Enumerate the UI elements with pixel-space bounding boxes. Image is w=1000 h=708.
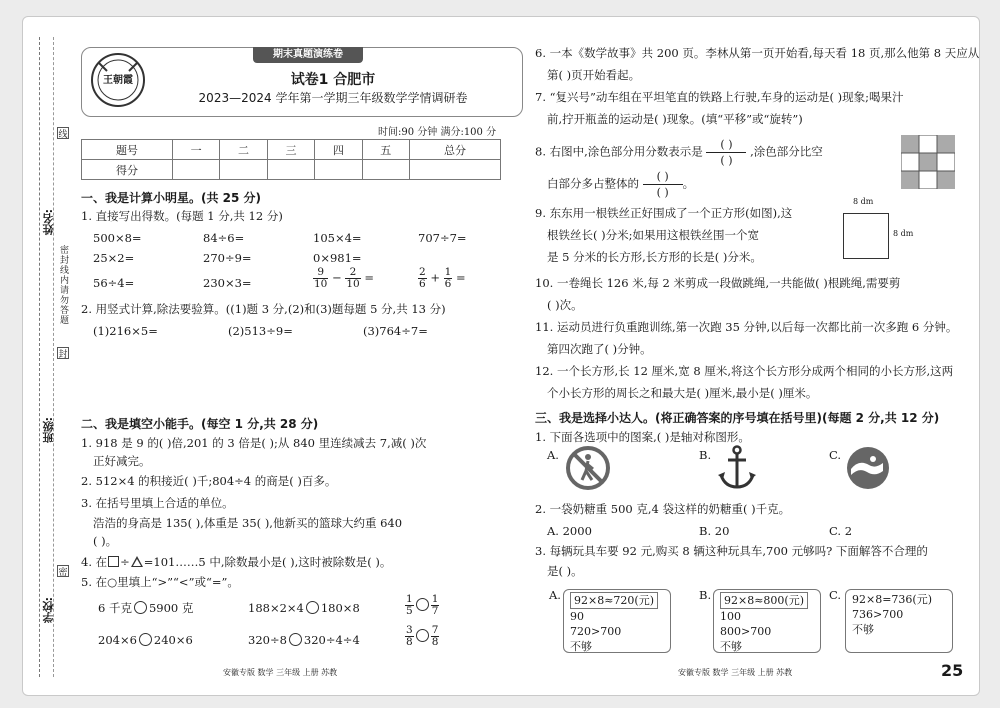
s3-q3-opt-b-box[interactable]: 92×8≈800(元) 100 800>700 不够 — [713, 589, 821, 653]
s1-q1-stem: 1. 直接写出得数。(每题 1 分,共 12 分) — [81, 209, 283, 223]
s2-q5-item: 6 千克 5900 克 — [98, 601, 194, 615]
no-walking-sign-icon — [565, 445, 611, 495]
s1-q1-item: 500×8= — [93, 231, 142, 245]
answer-fraction-blank[interactable]: ( ) ( ) — [643, 170, 683, 199]
s1-q2-item: (2)513÷9= — [228, 324, 293, 338]
seal-line: 线 — [57, 127, 69, 139]
logo-emblem — [89, 51, 147, 109]
score-cell: 四 — [315, 140, 362, 160]
s3-q2: 2. 一袋奶糖重 500 克,4 袋这样的奶糖重( )千克。 — [535, 502, 791, 516]
s3-q3-line1: 3. 每辆玩具车要 92 元,购买 8 辆这种玩具车,700 元够吗? 下面解答不合理的 — [535, 544, 928, 558]
s1-q1-fraction-a: $\frac{9}{10}$ − $\frac{2}{10}$ = — [314, 266, 374, 290]
s2-q1: 1. 918 是 9 的( )倍,201 的 3 倍是( );从 840 里连续减去 7,减( )次 — [81, 436, 427, 450]
s3-q3-opt-b-label[interactable]: B. — [699, 588, 712, 602]
q8-line1: 8. 右图中,涂色部分用分数表示是 ( ) ( ) ,涂色部分比空 — [535, 138, 823, 167]
compare-circle[interactable] — [134, 601, 147, 614]
s3-q2-opt-b[interactable]: B. 20 — [699, 524, 730, 538]
s1-q1-item: 56÷4= — [93, 276, 135, 290]
s2-q5: 5. 在○里填上“>”“<”或“=”。 — [81, 575, 239, 589]
s2-q5-item: 320÷8 320÷4÷4 — [248, 633, 360, 647]
exam-subtitle: 2023—2024 学年第一学期三年级数学学情调研卷 — [198, 91, 468, 105]
s1-q1-item: 84÷6= — [203, 231, 245, 245]
binding-dashed-line — [39, 37, 40, 677]
score-cell: 五 — [362, 140, 409, 160]
s3-q3-opt-c-label[interactable]: C. — [829, 588, 842, 602]
score-input-cell[interactable] — [220, 160, 267, 180]
s3-q1-opt-a[interactable]: A. — [547, 448, 559, 462]
score-table — [81, 139, 501, 180]
s2-q5-fraction-item: $\frac{3}{8}$ $\frac{7}{8}$ — [406, 624, 439, 648]
compare-circle[interactable] — [416, 598, 429, 611]
score-input-cell[interactable] — [410, 160, 501, 180]
section-2-title: 二、我是填空小能手。(每空 1 分,共 28 分) — [81, 417, 319, 431]
s2-q5-item: 188×2×4 180×8 — [248, 601, 360, 615]
s3-q2-opt-c[interactable]: C. 2 — [829, 524, 853, 538]
q10-line1: 10. 一卷绳长 126 米,每 2 米剪成一段做跳绳,一共能做( )根跳绳,需要剪 — [535, 276, 901, 290]
s1-q2-item: (1)216×5= — [93, 324, 158, 338]
triangle-symbol — [131, 556, 143, 567]
compare-circle[interactable] — [416, 629, 429, 642]
seal-seal: 封 — [57, 347, 69, 359]
anchor-icon — [717, 445, 757, 495]
s1-q1-item: 0×981= — [313, 251, 362, 265]
q6-line1: 6. 一本《数学故事》共 200 页。李林从第一页开始看,每天看 18 页,那么他第 8 天应从 — [535, 46, 980, 60]
section-1-title: 一、我是计算小明星。(共 25 分) — [81, 191, 262, 205]
sidebar-class-label: 班级: — [42, 417, 55, 444]
compare-circle[interactable] — [139, 633, 152, 646]
q7-line2: 前,拧开瓶盖的运动是( )现象。(填“平移”或“旋转”) — [547, 112, 803, 126]
s2-q5-item: 204×6 240×6 — [98, 633, 193, 647]
s3-q2-opt-a[interactable]: A. 2000 — [547, 524, 592, 538]
q9-line1: 9. 东东用一根铁丝正好围成了一个正方形(如图),这 — [535, 206, 793, 220]
s1-q2-item: (3)764÷7= — [363, 324, 428, 338]
q11-line1: 11. 运动员进行负重跑训练,第一次跑 35 分钟,以后每一次都比前一次多跑 6 分钟。 — [535, 320, 958, 334]
wave-logo-icon — [845, 445, 891, 495]
s3-q1-opt-c[interactable]: C. — [829, 448, 842, 462]
s2-q3: 3. 在括号里填上合适的单位。 — [81, 496, 234, 510]
score-cell: 得分 — [82, 160, 173, 180]
s2-q3-line2: 浩浩的身高是 135( ),体重是 35( ),他新买的篮球大约重 640 — [93, 516, 403, 530]
square-symbol — [108, 556, 119, 567]
s2-q4: 4. 在 ÷ =101……5 中,除数最小是( ),这时被除数是( )。 — [81, 555, 392, 569]
square-top-dim: 8 dm — [853, 197, 874, 206]
q9-line3: 是 5 分米的长方形,长方形的长是( )分米。 — [547, 250, 762, 264]
score-cell: 题号 — [82, 140, 173, 160]
score-table-score-row — [82, 160, 501, 180]
compare-circle[interactable] — [289, 633, 302, 646]
shaded-grid-figure — [901, 135, 955, 193]
sidebar-school-label: 学校: — [42, 597, 55, 624]
answer-fraction-blank[interactable]: ( ) ( ) — [706, 138, 746, 167]
s3-q3-opt-c-box[interactable]: 92×8=736(元) 736>700 不够 — [845, 589, 953, 653]
page-number: 25 — [941, 661, 964, 680]
q8-line2: 白部分多占整体的 ( ) ( ) 。 — [547, 170, 695, 199]
score-input-cell[interactable] — [362, 160, 409, 180]
square-figure — [843, 213, 889, 259]
section-3-title: 三、我是选择小达人。(将正确答案的序号填在括号里)(每题 2 分,共 12 分) — [535, 411, 940, 425]
time-score: 时间:90 分钟 满分:100 分 — [378, 127, 497, 138]
s2-q1-cont: 正好减完。 — [93, 454, 151, 468]
s2-q2: 2. 512×4 的积接近( )千;804÷4 的商是( )百多。 — [81, 474, 337, 488]
s1-q1-item: 230×3= — [203, 276, 252, 290]
square-side-dim: 8 dm — [893, 229, 914, 238]
q9-line2: 根铁丝长( )分米;如果用这根铁丝围一个宽 — [547, 228, 760, 242]
q6-line2: 第( )页开始看起。 — [547, 68, 641, 82]
score-input-cell[interactable] — [315, 160, 362, 180]
s2-q3-line3: ( )。 — [93, 534, 118, 548]
exam-sheet — [22, 16, 980, 696]
score-input-cell[interactable] — [172, 160, 219, 180]
sidebar-note: 密封线内请勿答题 — [58, 245, 68, 325]
footer-left: 安徽专版 数学 三年级 上册 苏教 — [223, 668, 338, 677]
score-table-header-row — [82, 140, 501, 160]
s3-q3-opt-a-label[interactable]: A. — [549, 588, 561, 602]
s3-q1: 1. 下面各选项中的图案,( )是轴对称图形。 — [535, 430, 750, 444]
s1-q2-stem: 2. 用竖式计算,除法要验算。((1)题 3 分,(2)和(3)题每题 5 分,共 13 分) — [81, 302, 446, 316]
score-cell: 三 — [267, 140, 314, 160]
score-cell: 二 — [220, 140, 267, 160]
s1-q1-fraction-b: $\frac{2}{6}$ + $\frac{1}{6}$ = — [419, 266, 466, 290]
s1-q1-item: 25×2= — [93, 251, 135, 265]
q12-line1: 12. 一个长方形,长 12 厘米,宽 8 厘米,将这个长方形分成两个相同的小长方形,这两 — [535, 364, 954, 378]
s1-q1-item: 270÷9= — [203, 251, 252, 265]
q12-line2: 个小长方形的周长之和最大是( )厘米,最小是( )厘米。 — [547, 386, 818, 400]
header-banner: 期末真题演练卷 — [253, 47, 363, 63]
seal-secret: 密 — [57, 565, 69, 577]
s1-q1-item: 105×4= — [313, 231, 362, 245]
s2-q5-fraction-item: $\frac{1}{5}$ $\frac{1}{7}$ — [406, 593, 439, 617]
s3-q3-line2: 是( )。 — [547, 564, 583, 578]
s1-q1-item: 707÷7= — [418, 231, 467, 245]
exam-title: 试卷1 合肥市 — [290, 72, 376, 88]
q10-line2: ( )次。 — [547, 298, 583, 312]
score-cell: 一 — [172, 140, 219, 160]
s3-q3-opt-a-box[interactable]: 92×8≈720(元) 90 720>700 不够 — [563, 589, 671, 653]
score-cell: 总分 — [410, 140, 501, 160]
footer-right: 安徽专版 数学 三年级 上册 苏教 — [678, 668, 793, 677]
s3-q1-opt-b[interactable]: B. — [699, 448, 712, 462]
q11-line2: 第四次跑了( )分钟。 — [547, 342, 652, 356]
sidebar-name-label: 姓名: — [42, 209, 55, 236]
compare-circle[interactable] — [306, 601, 319, 614]
binding-dashed-line-inner — [53, 37, 54, 677]
logo-text: 王朝霞 — [103, 75, 133, 86]
q7-line1: 7. “复兴号”动车组在平坦笔直的铁路上行驶,车身的运动是( )现象;喝果汁 — [535, 90, 904, 104]
score-input-cell[interactable] — [267, 160, 314, 180]
